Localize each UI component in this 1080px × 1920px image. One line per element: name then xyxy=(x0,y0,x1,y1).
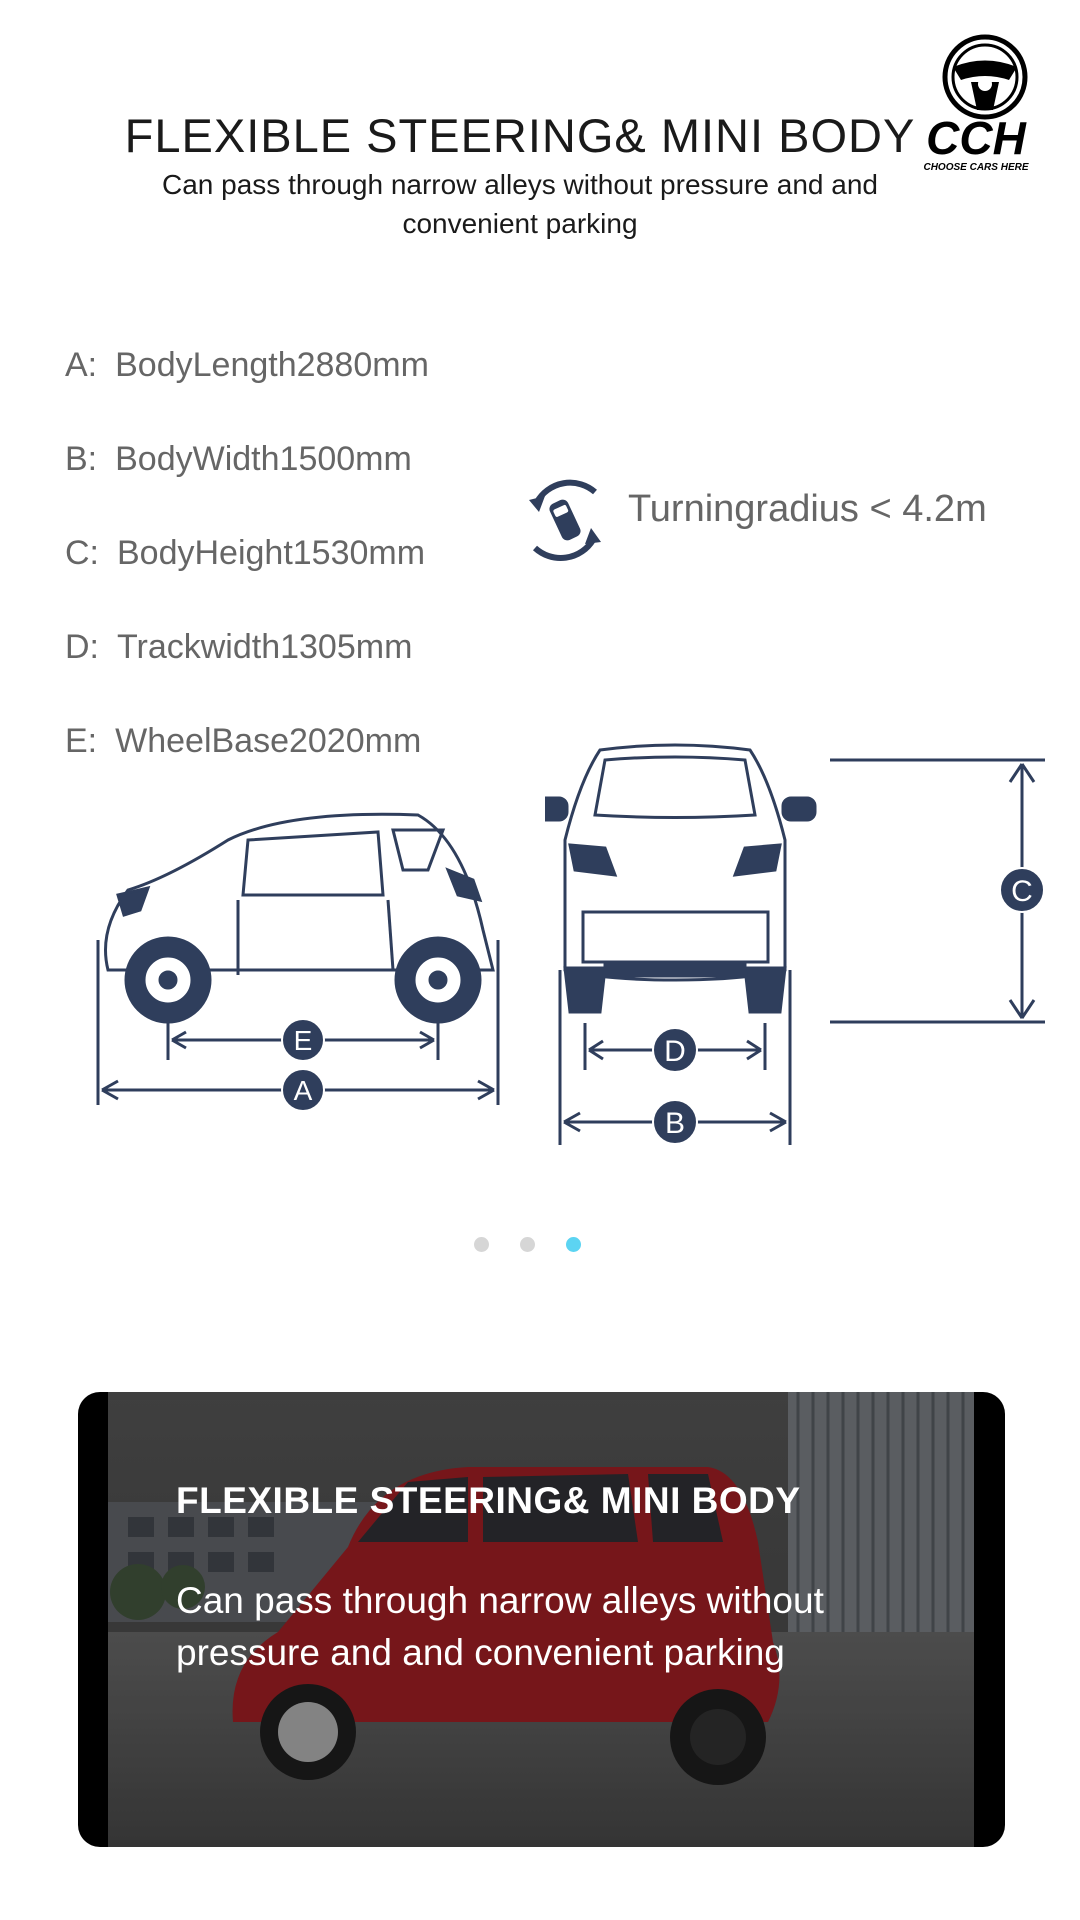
spec-value: WheelBase2020mm xyxy=(115,722,422,760)
brand-tagline: CHOOSE CARS HERE xyxy=(923,162,1029,172)
label-e: E xyxy=(293,1025,313,1056)
spec-key: C: xyxy=(65,534,99,572)
spec-key: E: xyxy=(65,722,98,760)
spec-value: BodyHeight1530mm xyxy=(117,534,426,572)
front-view-diagram xyxy=(545,740,1050,1150)
side-view-diagram xyxy=(88,800,508,1115)
pager-dot-3-active[interactable] xyxy=(566,1237,581,1252)
brand-name: CCH xyxy=(926,112,1026,164)
label-d: D xyxy=(664,1035,686,1068)
brand-logo xyxy=(905,32,1047,172)
spec-key: B: xyxy=(65,440,98,478)
banner-description: Can pass through narrow alleys without pressure and and convenient parking xyxy=(176,1580,824,1673)
spec-track xyxy=(65,628,412,667)
banner-title: FLEXIBLE STEERING& MINI BODY xyxy=(176,1480,801,1521)
label-a: A xyxy=(293,1075,313,1106)
turning-radius-icon xyxy=(515,470,615,570)
spec-key: D: xyxy=(65,628,99,666)
turning-radius-text: Turningradius < 4.2m xyxy=(628,488,987,530)
spec-height xyxy=(65,534,425,573)
spec-value: Trackwidth1305mm xyxy=(117,628,413,666)
pager-dot-1[interactable] xyxy=(474,1237,489,1252)
label-b: B xyxy=(664,1107,686,1140)
label-c: C xyxy=(1011,875,1033,908)
steering-wheel-icon xyxy=(945,37,1025,117)
spec-wheelbase xyxy=(65,722,421,761)
page-title: FLEXIBLE STEERING& MINI BODY xyxy=(124,109,916,162)
pager-dot-2[interactable] xyxy=(520,1237,535,1252)
feature-banner[interactable] xyxy=(78,1392,1005,1847)
page-subtitle: Can pass through narrow alleys without pressure and and convenient parking xyxy=(162,169,878,239)
spec-value: BodyLength2880mm xyxy=(115,346,429,384)
spec-value: BodyWidth1500mm xyxy=(115,440,412,478)
spec-width xyxy=(65,440,412,479)
spec-key: A: xyxy=(65,346,98,384)
spec-length xyxy=(65,346,429,385)
